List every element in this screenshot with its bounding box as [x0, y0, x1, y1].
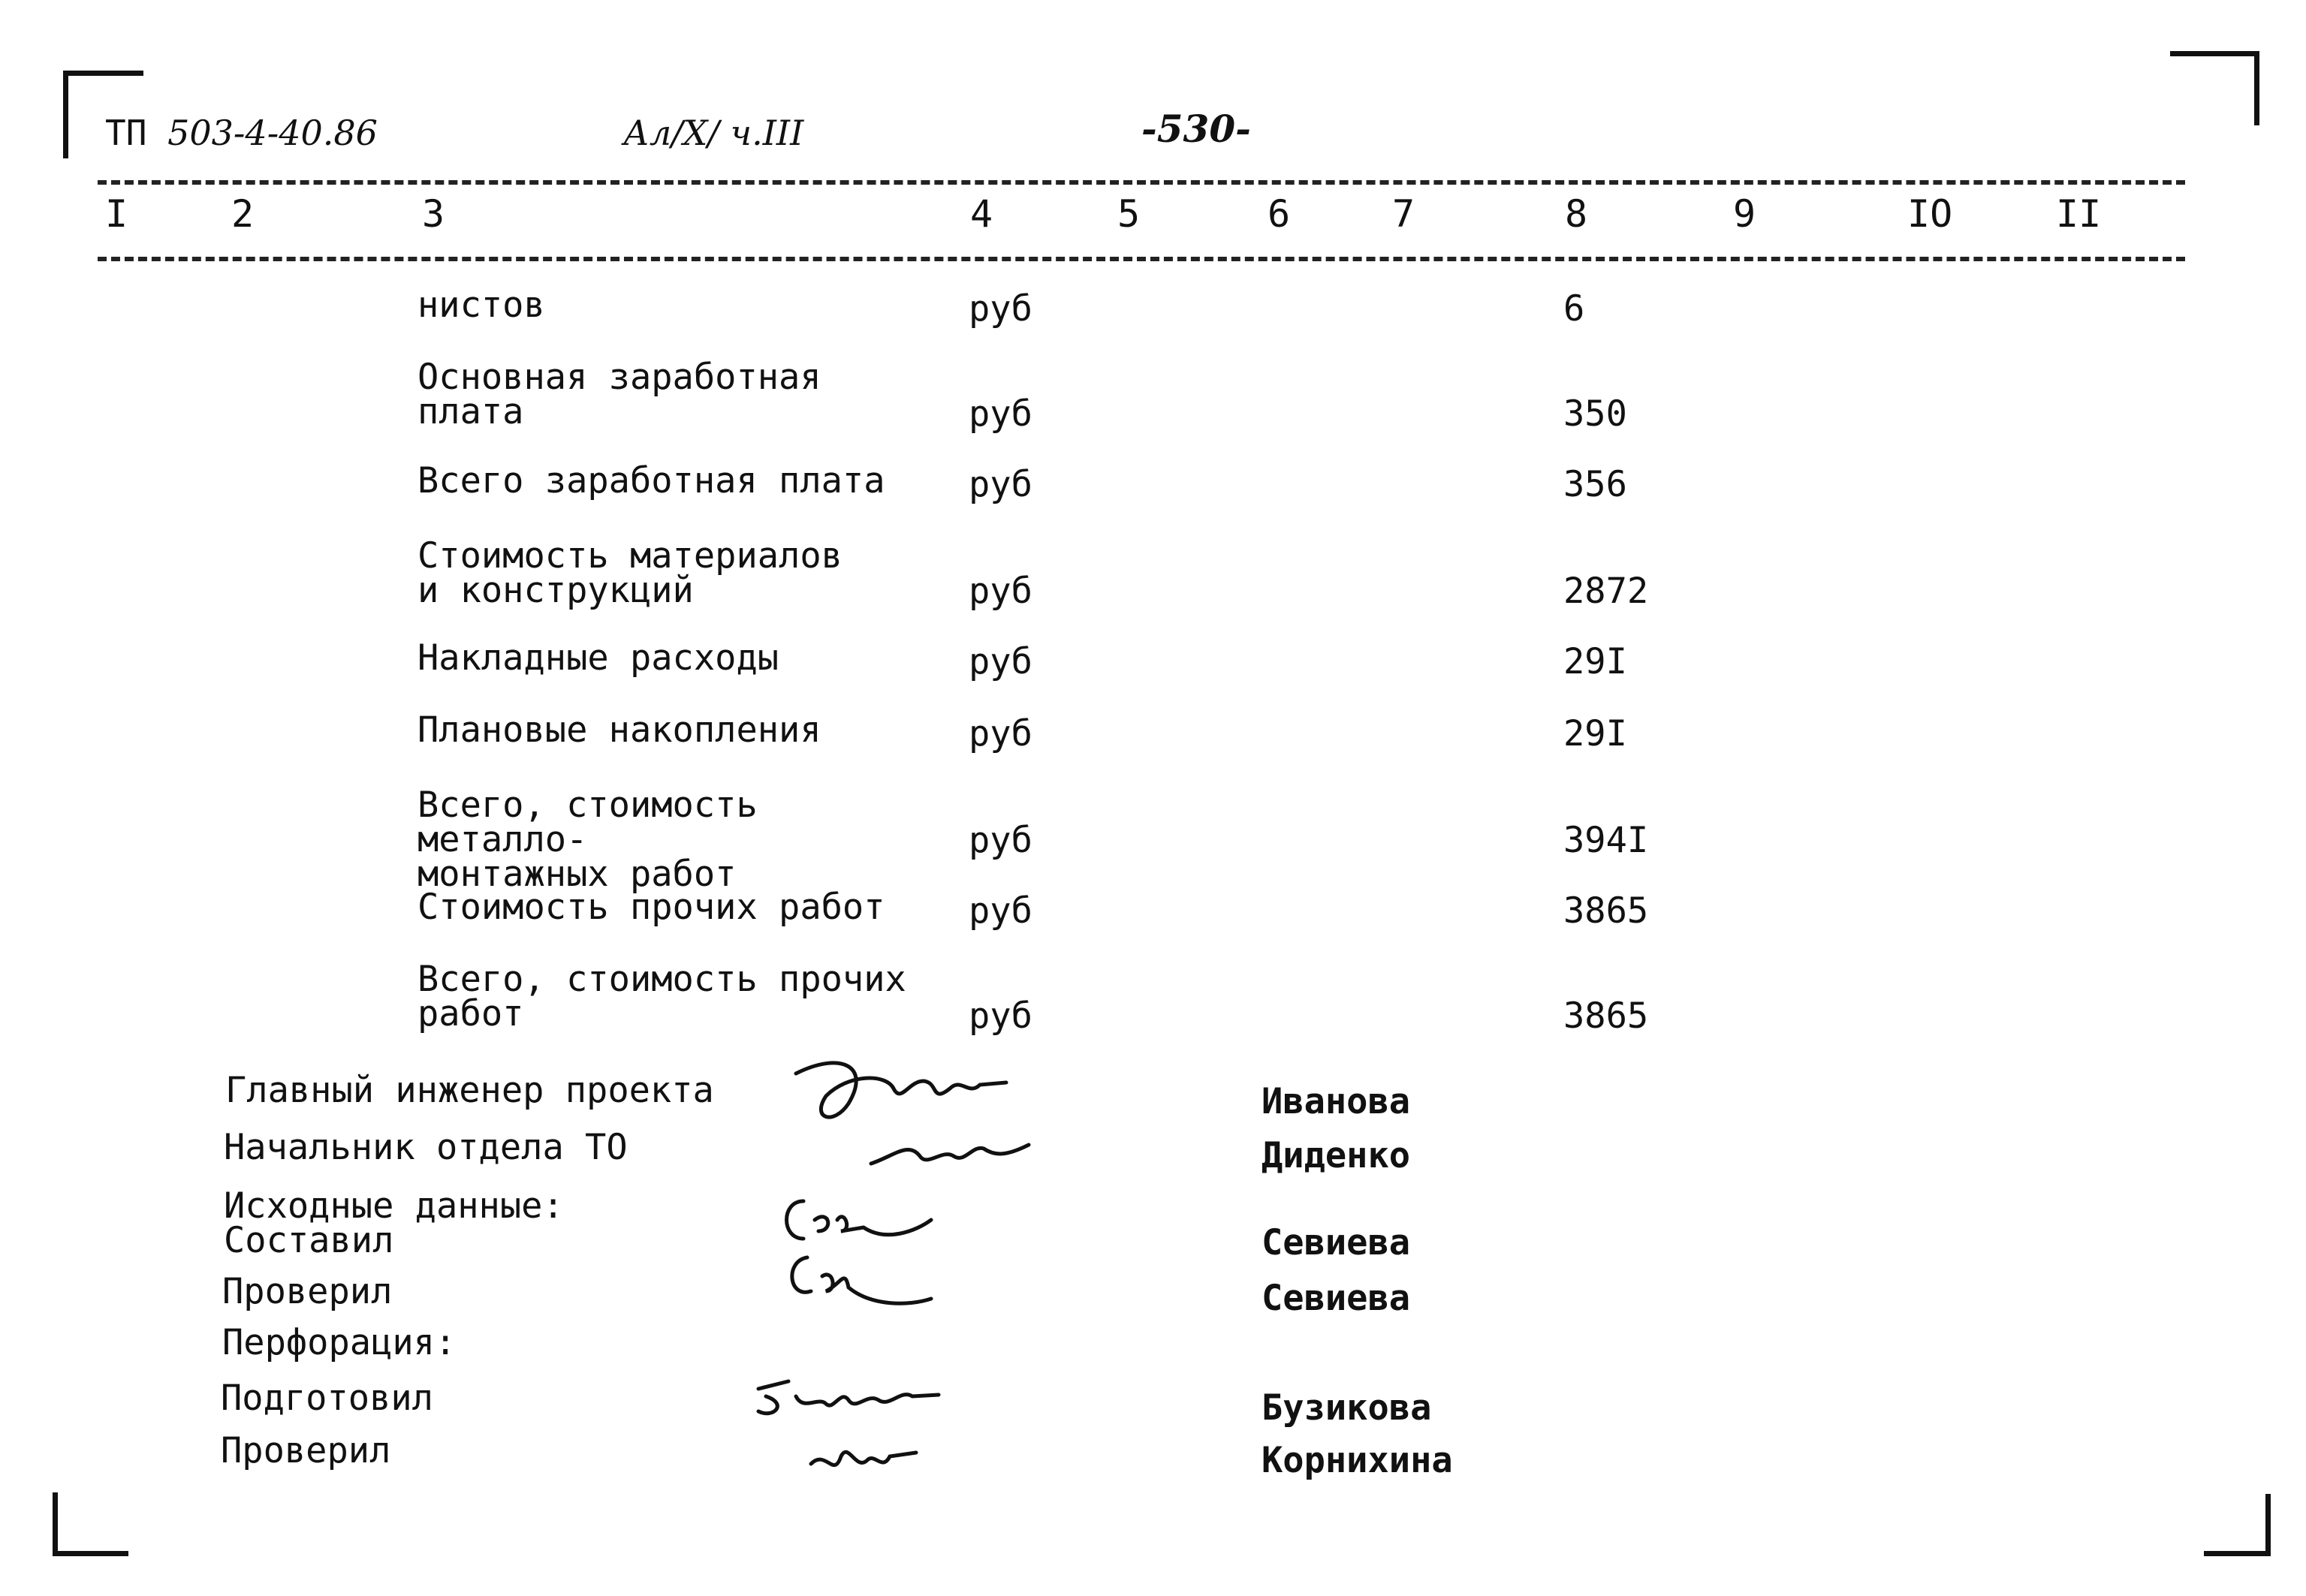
row-5-unit: руб: [969, 641, 1032, 682]
signature-role-checked-by: Проверил: [222, 1271, 393, 1312]
handwritten-signature-3: [743, 1366, 969, 1501]
row-5-name: Накладные расходы: [417, 637, 779, 679]
frame-corner-top-right: [2170, 51, 2259, 125]
column-number-4: 4: [970, 192, 993, 236]
row-2-unit: руб: [969, 393, 1032, 435]
row-6-name: Плановые накопления: [417, 709, 821, 751]
row-2-name: Основная заработная плата: [417, 357, 821, 432]
row-5-value: 29I: [1563, 641, 1627, 682]
signature-name-compiled-by: Севиева: [1262, 1222, 1411, 1263]
column-number-6: 6: [1268, 192, 1291, 236]
handwritten-signature-1: [781, 1043, 1036, 1194]
column-number-10: IO: [1907, 192, 1953, 236]
signature-role-department-head: Начальник отдела ТО: [224, 1127, 628, 1168]
row-7-name: Всего, стоимость металло- монтажных работ: [417, 784, 758, 895]
header-divider-bottom: [98, 257, 2185, 261]
row-4-name: Стоимость материалов и конструкций: [417, 535, 843, 611]
frame-corner-bottom-left: [53, 1492, 128, 1556]
row-7-unit: руб: [969, 820, 1032, 861]
row-1-unit: руб: [969, 288, 1032, 330]
row-2-value: 350: [1563, 393, 1627, 435]
signature-role-chief-engineer: Главный инженер проекта: [225, 1070, 714, 1111]
column-number-1: I: [105, 192, 128, 236]
row-9-value: 3865: [1563, 995, 1649, 1037]
signature-role-prepared-by: Подготовил: [221, 1378, 433, 1419]
row-4-unit: руб: [969, 571, 1032, 612]
row-6-unit: руб: [969, 713, 1032, 754]
project-code-number: 503-4-40.86: [167, 113, 378, 153]
header-divider-top: [98, 180, 2185, 185]
column-number-11: II: [2056, 192, 2102, 236]
row-8-name: Стоимость прочих работ: [417, 887, 885, 928]
column-number-3: 3: [422, 192, 445, 236]
row-9-name: Всего, стоимость прочих работ: [417, 959, 906, 1034]
handwritten-signature-2: [773, 1186, 954, 1321]
row-6-value: 29I: [1563, 713, 1627, 754]
column-number-5: 5: [1117, 192, 1141, 236]
column-number-2: 2: [231, 192, 255, 236]
row-8-value: 3865: [1563, 890, 1649, 932]
column-number-7: 7: [1392, 192, 1415, 236]
signature-name-department-head: Диденко: [1262, 1135, 1411, 1176]
column-number-9: 9: [1733, 192, 1756, 236]
signature-role-compiled-by: Исходные данные: Составил: [224, 1185, 564, 1261]
column-number-8: 8: [1565, 192, 1588, 236]
row-3-value: 356: [1563, 464, 1627, 505]
row-4-value: 2872: [1563, 571, 1649, 612]
signature-name-prepared-by: Бузикова: [1262, 1387, 1432, 1429]
project-code-prefix: ТП: [105, 113, 147, 153]
frame-corner-bottom-right: [2204, 1494, 2271, 1556]
row-3-name: Всего заработная плата: [417, 460, 885, 501]
row-8-unit: руб: [969, 890, 1032, 932]
signature-name-checked-by: Севиева: [1262, 1278, 1411, 1319]
project-code: [105, 113, 378, 153]
signature-role-perforation: Перфорация:: [222, 1322, 457, 1363]
signature-role-verified-by: Проверил: [221, 1430, 391, 1471]
album-reference: Ал/Х/ ч.III: [623, 113, 804, 153]
signature-name-chief-engineer: Иванова: [1262, 1081, 1411, 1122]
row-9-unit: руб: [969, 995, 1032, 1037]
row-7-value: 394I: [1563, 820, 1649, 861]
page-number: -530-: [1141, 107, 1251, 151]
row-1-name: нистов: [417, 285, 545, 326]
row-3-unit: руб: [969, 464, 1032, 505]
signature-name-verified-by: Корнихина: [1262, 1440, 1453, 1481]
row-1-value: 6: [1563, 288, 1585, 330]
